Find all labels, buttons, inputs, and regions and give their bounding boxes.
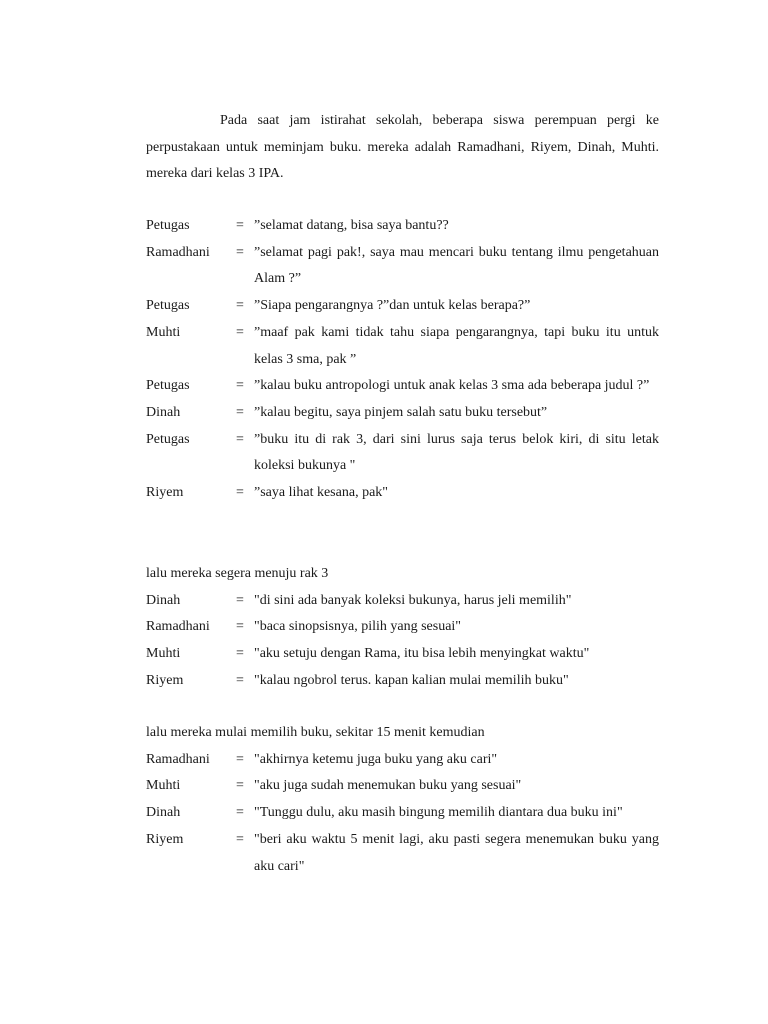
equals-sign: = [236,805,244,821]
dialog-row [146,240,659,293]
dialog-line: "beri aku waktu 5 menit lagi, aku pasti segera menemukan buku yang aku cari" [254,831,659,874]
dialog-line: ”selamat pagi pak!, saya mau mencari buku tentang ilmu pengetahuan Alam ?” [254,244,659,287]
dialog-row [146,480,659,507]
dialog-row [146,588,659,615]
equals-sign: = [236,831,244,847]
equals-sign: = [236,431,244,447]
narration-line: lalu mereka segera menuju rak 3 [146,566,329,581]
narration-line: lalu mereka mulai memilih buku, sekitar 15 menit kemudian [146,725,485,740]
speaker-name: Muhti [146,646,181,662]
dialog-row [146,320,659,373]
dialog-line: "aku juga sudah menemukan buku yang sesuai" [254,778,522,794]
equals-sign: = [236,592,244,608]
equals-sign: = [236,778,244,794]
dialog-row [146,614,659,641]
speaker-name: Riyem [146,485,184,501]
equals-sign: = [236,298,244,314]
dialog-line: ”Siapa pengarangnya ?”dan untuk kelas berapa?” [254,298,531,314]
dialog-row [146,800,659,827]
dialog-row [146,293,659,320]
speaker-name: Ramadhani [146,751,210,767]
dialog-row [146,668,659,695]
equals-sign: = [236,646,244,662]
equals-sign: = [236,619,244,635]
speaker-name: Muhti [146,324,181,340]
equals-sign: = [236,244,244,260]
dialog-line: "kalau ngobrol terus. kapan kalian mulai memilih buku" [254,672,569,688]
speaker-name: Riyem [146,672,184,688]
dialog-line: ”kalau buku antropologi untuk anak kelas 3 sma ada beberapa judul ?” [254,378,650,394]
dialog-section-1 [146,213,659,507]
equals-sign: = [236,672,244,688]
dialog-section-3 [146,720,659,880]
speaker-name: Riyem [146,831,184,847]
speaker-name: Dinah [146,592,181,608]
speaker-name: Muhti [146,778,181,794]
speaker-name: Petugas [146,298,190,314]
equals-sign: = [236,218,244,233]
dialog-row [146,747,659,774]
dialog-line: "aku setuju dengan Rama, itu bisa lebih menyingkat waktu" [254,646,590,662]
dialog-line: ”selamat datang, bisa saya bantu?? [254,218,449,233]
dialog-section-2 [146,561,659,695]
equals-sign: = [236,324,244,340]
dialog-row [146,427,659,480]
speaker-name: Petugas [146,431,190,447]
speaker-name: Petugas [146,378,190,394]
dialog-line: "Tunggu dulu, aku masih bingung memilih diantara dua buku ini" [254,805,623,821]
speaker-name: Ramadhani [146,619,210,635]
dialog-row [146,373,659,400]
dialog-line: ”saya lihat kesana, pak" [254,485,388,501]
dialog-row [146,400,659,427]
dialog-line: "baca sinopsisnya, pilih yang sesuai" [254,619,462,635]
dialog-row [146,213,659,240]
dialog-line: "akhirnya ketemu juga buku yang aku cari" [254,751,498,767]
equals-sign: = [236,485,244,501]
dialog-line: ”buku itu di rak 3, dari sini lurus saja terus belok kiri, di situ letak koleksi bukunya " [254,431,659,474]
dialog-row [146,827,659,880]
equals-sign: = [236,404,244,420]
speaker-name: Petugas [146,218,190,233]
dialog-row [146,641,659,668]
dialog-line: "di sini ada banyak koleksi bukunya, harus jeli memilih" [254,592,572,608]
equals-sign: = [236,751,244,767]
speaker-name: Dinah [146,404,181,420]
dialog-line: ”maaf pak kami tidak tahu siapa pengarangnya, tapi buku itu untuk kelas 3 sma, pak ” [254,324,659,367]
intro-paragraph: Pada saat jam istirahat sekolah, beberapa siswa perempuan pergi ke perpustakaan untuk meminjam buku. mereka adalah Ramadhani, Riyem, Dinah, Muhti. mereka dari kelas 3 IPA. [146,113,659,182]
speaker-name: Dinah [146,805,181,821]
dialog-row [146,773,659,800]
dialog-line: ”kalau begitu, saya pinjem salah satu buku tersebut” [254,404,548,420]
speaker-name: Ramadhani [146,244,210,260]
equals-sign: = [236,378,244,394]
